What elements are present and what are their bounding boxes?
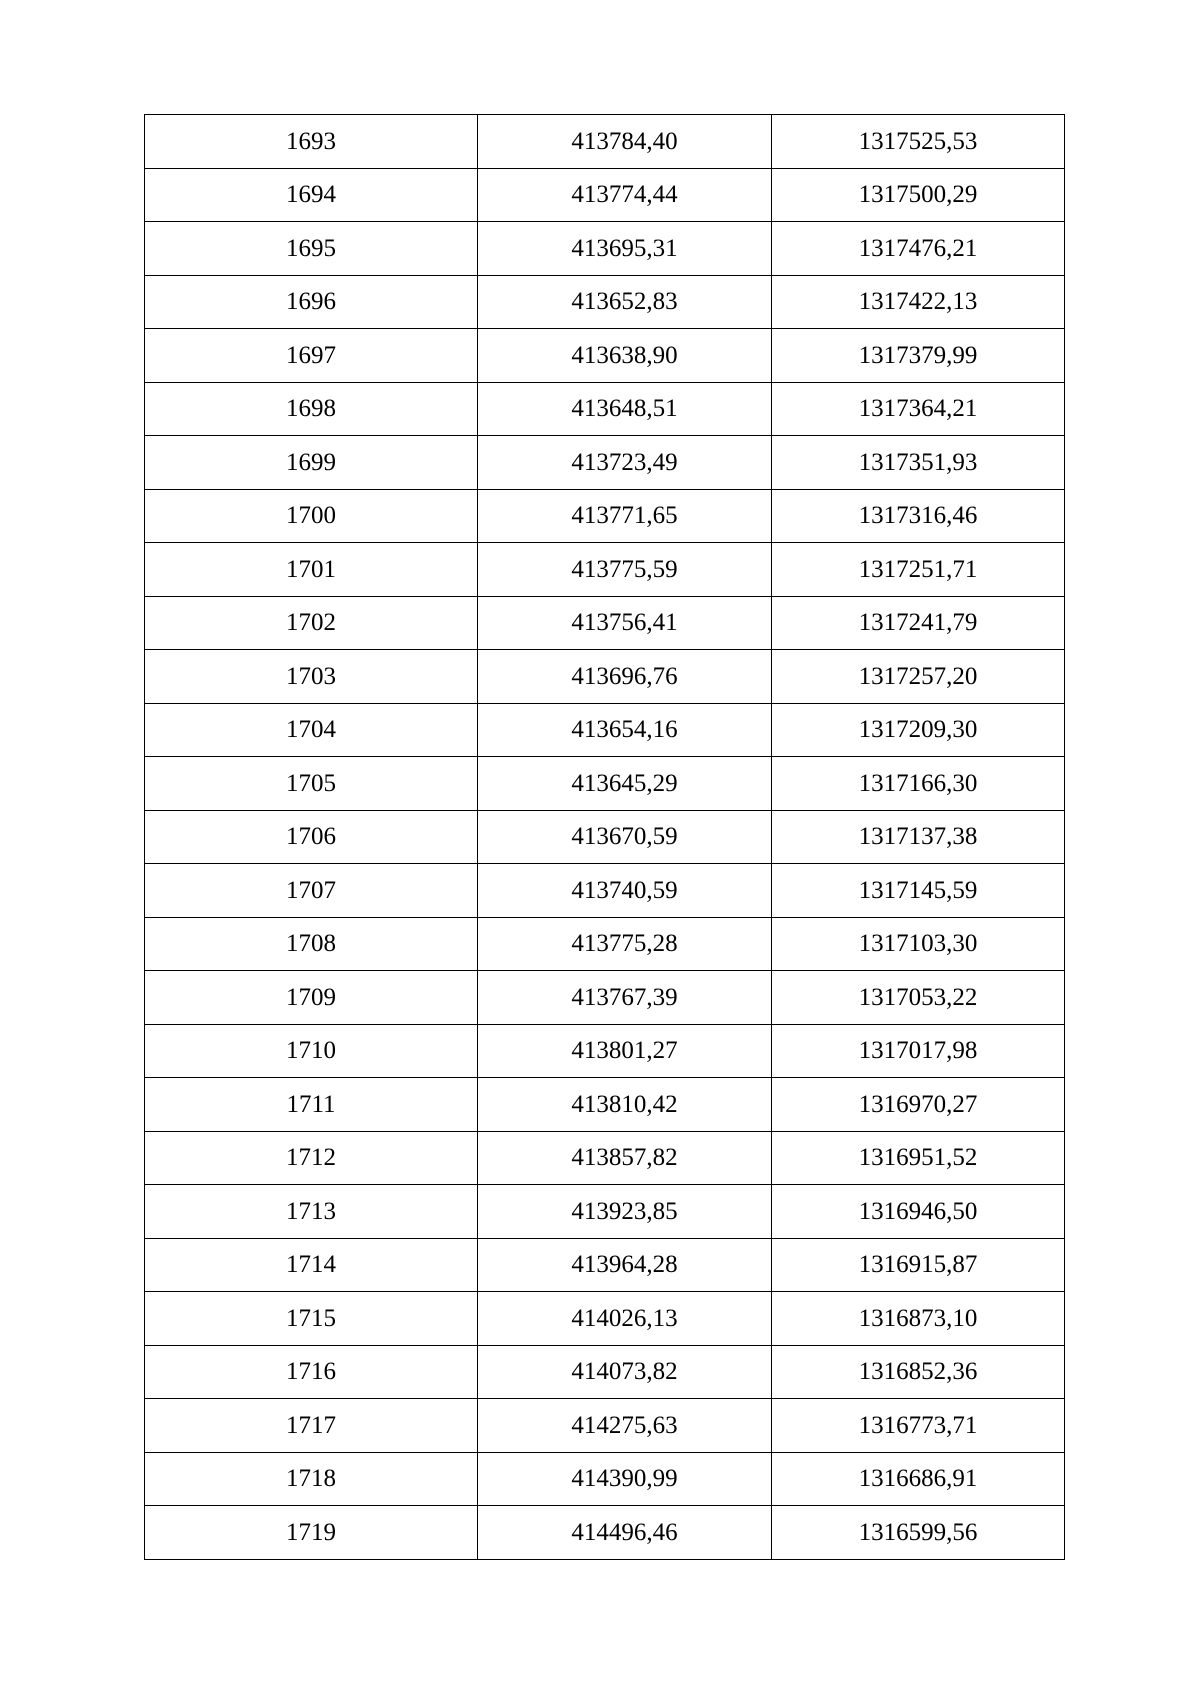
- x-coordinate-cell: 413756,41: [478, 596, 772, 650]
- point-number-cell: 1710: [145, 1024, 478, 1078]
- table-row: [145, 917, 1065, 971]
- point-number-cell: 1711: [145, 1078, 478, 1132]
- y-coordinate-cell: 1317209,30: [772, 703, 1065, 757]
- y-coordinate-cell: 1316873,10: [772, 1292, 1065, 1346]
- y-coordinate-cell: 1317137,38: [772, 810, 1065, 864]
- point-number-cell: 1699: [145, 436, 478, 490]
- x-coordinate-cell: 413857,82: [478, 1131, 772, 1185]
- table-row: [145, 703, 1065, 757]
- x-coordinate-cell: 413740,59: [478, 864, 772, 918]
- point-number-cell: 1698: [145, 382, 478, 436]
- table-row: [145, 810, 1065, 864]
- table-row: [145, 1452, 1065, 1506]
- y-coordinate-cell: 1317364,21: [772, 382, 1065, 436]
- table-row: [145, 1399, 1065, 1453]
- x-coordinate-cell: 413784,40: [478, 115, 772, 169]
- x-coordinate-cell: 413723,49: [478, 436, 772, 490]
- table-row: [145, 1238, 1065, 1292]
- y-coordinate-cell: 1316951,52: [772, 1131, 1065, 1185]
- table-row: [145, 1185, 1065, 1239]
- point-number-cell: 1702: [145, 596, 478, 650]
- y-coordinate-cell: 1317241,79: [772, 596, 1065, 650]
- y-coordinate-cell: 1316686,91: [772, 1452, 1065, 1506]
- point-number-cell: 1694: [145, 168, 478, 222]
- y-coordinate-cell: 1317379,99: [772, 329, 1065, 383]
- y-coordinate-cell: 1317422,13: [772, 275, 1065, 329]
- point-number-cell: 1714: [145, 1238, 478, 1292]
- y-coordinate-cell: 1317103,30: [772, 917, 1065, 971]
- coordinates-table: [144, 114, 1065, 1560]
- point-number-cell: 1704: [145, 703, 478, 757]
- x-coordinate-cell: 413670,59: [478, 810, 772, 864]
- point-number-cell: 1706: [145, 810, 478, 864]
- table-row: [145, 115, 1065, 169]
- x-coordinate-cell: 413652,83: [478, 275, 772, 329]
- y-coordinate-cell: 1317351,93: [772, 436, 1065, 490]
- point-number-cell: 1718: [145, 1452, 478, 1506]
- table-row: [145, 1345, 1065, 1399]
- x-coordinate-cell: 414026,13: [478, 1292, 772, 1346]
- table-row: [145, 436, 1065, 490]
- x-coordinate-cell: 413964,28: [478, 1238, 772, 1292]
- point-number-cell: 1705: [145, 757, 478, 811]
- x-coordinate-cell: 413775,59: [478, 543, 772, 597]
- table-row: [145, 222, 1065, 276]
- y-coordinate-cell: 1317053,22: [772, 971, 1065, 1025]
- table-row: [145, 1024, 1065, 1078]
- table-row: [145, 1506, 1065, 1560]
- table-row: [145, 1131, 1065, 1185]
- table-row: [145, 1078, 1065, 1132]
- x-coordinate-cell: 413771,65: [478, 489, 772, 543]
- point-number-cell: 1693: [145, 115, 478, 169]
- table-row: [145, 275, 1065, 329]
- y-coordinate-cell: 1316599,56: [772, 1506, 1065, 1560]
- point-number-cell: 1703: [145, 650, 478, 704]
- point-number-cell: 1700: [145, 489, 478, 543]
- x-coordinate-cell: 414275,63: [478, 1399, 772, 1453]
- x-coordinate-cell: 413695,31: [478, 222, 772, 276]
- table-row: [145, 757, 1065, 811]
- y-coordinate-cell: 1317500,29: [772, 168, 1065, 222]
- x-coordinate-cell: 414073,82: [478, 1345, 772, 1399]
- x-coordinate-cell: 413810,42: [478, 1078, 772, 1132]
- point-number-cell: 1716: [145, 1345, 478, 1399]
- point-number-cell: 1707: [145, 864, 478, 918]
- table-row: [145, 650, 1065, 704]
- y-coordinate-cell: 1316946,50: [772, 1185, 1065, 1239]
- x-coordinate-cell: 414496,46: [478, 1506, 772, 1560]
- y-coordinate-cell: 1316970,27: [772, 1078, 1065, 1132]
- table-row: [145, 971, 1065, 1025]
- table-row: [145, 864, 1065, 918]
- y-coordinate-cell: 1317257,20: [772, 650, 1065, 704]
- x-coordinate-cell: 414390,99: [478, 1452, 772, 1506]
- y-coordinate-cell: 1316773,71: [772, 1399, 1065, 1453]
- x-coordinate-cell: 413645,29: [478, 757, 772, 811]
- y-coordinate-cell: 1317525,53: [772, 115, 1065, 169]
- y-coordinate-cell: 1317017,98: [772, 1024, 1065, 1078]
- point-number-cell: 1708: [145, 917, 478, 971]
- y-coordinate-cell: 1316915,87: [772, 1238, 1065, 1292]
- table-row: [145, 168, 1065, 222]
- y-coordinate-cell: 1317316,46: [772, 489, 1065, 543]
- y-coordinate-cell: 1316852,36: [772, 1345, 1065, 1399]
- x-coordinate-cell: 413801,27: [478, 1024, 772, 1078]
- y-coordinate-cell: 1317476,21: [772, 222, 1065, 276]
- x-coordinate-cell: 413648,51: [478, 382, 772, 436]
- point-number-cell: 1719: [145, 1506, 478, 1560]
- y-coordinate-cell: 1317251,71: [772, 543, 1065, 597]
- point-number-cell: 1713: [145, 1185, 478, 1239]
- point-number-cell: 1715: [145, 1292, 478, 1346]
- coordinates-table-body: [145, 115, 1065, 1560]
- y-coordinate-cell: 1317145,59: [772, 864, 1065, 918]
- x-coordinate-cell: 413654,16: [478, 703, 772, 757]
- point-number-cell: 1712: [145, 1131, 478, 1185]
- table-row: [145, 489, 1065, 543]
- point-number-cell: 1709: [145, 971, 478, 1025]
- table-row: [145, 329, 1065, 383]
- point-number-cell: 1697: [145, 329, 478, 383]
- x-coordinate-cell: 413767,39: [478, 971, 772, 1025]
- x-coordinate-cell: 413638,90: [478, 329, 772, 383]
- x-coordinate-cell: 413696,76: [478, 650, 772, 704]
- point-number-cell: 1696: [145, 275, 478, 329]
- table-row: [145, 1292, 1065, 1346]
- table-row: [145, 543, 1065, 597]
- x-coordinate-cell: 413775,28: [478, 917, 772, 971]
- y-coordinate-cell: 1317166,30: [772, 757, 1065, 811]
- point-number-cell: 1701: [145, 543, 478, 597]
- x-coordinate-cell: 413774,44: [478, 168, 772, 222]
- table-row: [145, 382, 1065, 436]
- point-number-cell: 1695: [145, 222, 478, 276]
- x-coordinate-cell: 413923,85: [478, 1185, 772, 1239]
- table-row: [145, 596, 1065, 650]
- point-number-cell: 1717: [145, 1399, 478, 1453]
